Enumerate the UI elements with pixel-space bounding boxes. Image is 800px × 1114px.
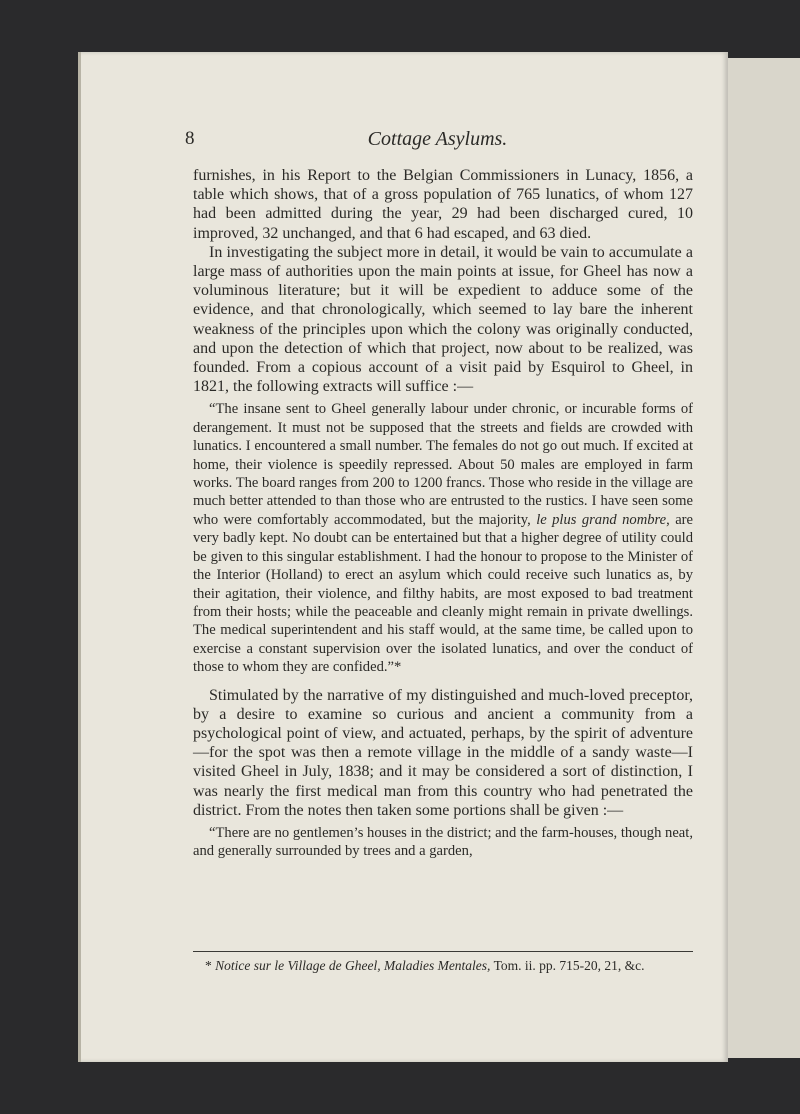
page-header	[185, 128, 690, 160]
quote-italic: le plus grand nombre	[536, 511, 667, 528]
footnote-title: Notice sur le Village de Gheel, Maladies Mentales,	[215, 958, 491, 973]
paragraph-2: In investigating the subject more in detail, it would be vain to accumulate a large mass of authorities upon the main points at issue, for Gheel has now a voluminous literature; but it will be expedient to adduce some of the evidence, and that chronologically, which seemed to lay bare the inherent weakness of the principles upon which the colony was originally conducted, and upon the detection of which that project, now about to be realized, was founded. From a copious account of a visit paid by Esquirol to Gheel, in 1821, the following extracts will suffice :—	[193, 243, 693, 396]
footnote-marker: *	[205, 958, 212, 973]
page-number: 8	[185, 128, 195, 149]
footnote-rest: Tom. ii. pp. 715-20, 21, &c.	[490, 958, 645, 973]
running-title: Cottage Asylums.	[367, 128, 508, 150]
notes-quote: “There are no gentlemen’s houses in the district; and the farm-houses, though neat, and generally surrounded by trees and a garden,	[193, 824, 693, 860]
body-text	[193, 166, 693, 861]
esquirol-quote	[193, 400, 693, 676]
paragraph-1: furnishes, in his Report to the Belgian Commissioners in Lunacy, 1856, a table which shows, that of a gross population of 765 lunatics, of whom 127 had been admitted during the year, 29 had been discharged cured, 10 improved, 32 unchanged, and that 6 had escaped, and 63 died.	[193, 167, 693, 242]
next-page-edge	[728, 58, 800, 1058]
quote-text-b: , are very badly kept. No doubt can be entertained but that a higher degree of utility could be given to this singular establishment. I had the honour to propose to the Minister of the Interior (Holland) to erect an asylum which could receive such lunatics as, by their agitation, their violence, and filthy habits, are most exposed to bad treatment from their hosts; while the peaceable and cleanly might remain in private dwellings. The medical superintendent and his staff would, at the same time, be called upon to exercise a constant supervision over the isolated lunatics, and over the conduct of those to whom they are confided.”*	[193, 511, 694, 676]
quote-text-a: “The insane sent to Gheel generally labour under chronic, or incurable forms of derangement. It must not be supposed that the streets and fields are crowded with lunatics. I encountered a small number. The females do not go out much. If excited at home, their violence is speedily repressed. About 50 males are employed in farm works. The board ranges from 200 to 1200 francs. Those who reside in the village are much better attended to than those who are entrusted to the rustics. I have seen some who were comfortably accommodated, but the majority,	[193, 401, 693, 528]
paragraph-3: Stimulated by the narrative of my distinguished and much-loved preceptor, by a desire to examine so curious and ancient a community from a psychological point of view, and actuated, perhaps, by the spirit of adventure—for the spot was then a remote village in the middle of a sandy waste—I visited Gheel in July, 1838; and it may be considered a sort of distinction, I was nearly the first medical man from this country who had penetrated the district. From the notes then taken some portions shall be given :—	[193, 686, 693, 819]
footnote	[193, 957, 693, 975]
footnote-rule	[193, 951, 693, 952]
page-gutter	[78, 52, 81, 1062]
